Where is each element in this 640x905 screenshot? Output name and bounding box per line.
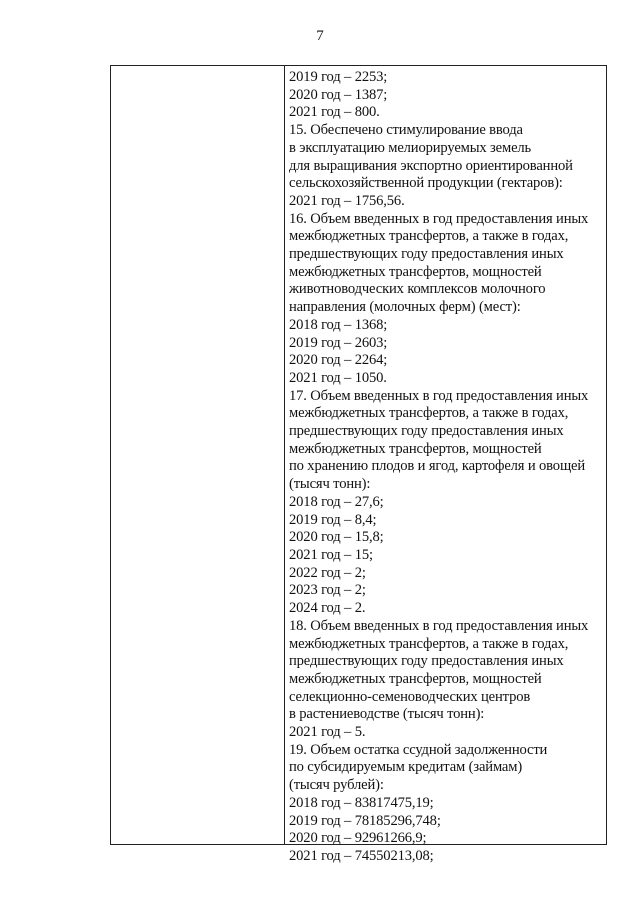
text-line: предшествующих году предоставления иных <box>289 423 564 440</box>
text-line: 15. Обеспечено стимулирование ввода <box>289 122 523 139</box>
text-line: межбюджетных трансфертов, а также в годах, <box>289 405 569 422</box>
table-left-column <box>111 66 285 844</box>
text-line: межбюджетных трансфертов, мощностей <box>289 440 542 457</box>
text-line: 2022 год – 2; <box>289 564 366 581</box>
text-line: (тысяч рублей): <box>289 777 384 794</box>
text-line: направления (молочных ферм) (мест): <box>289 299 521 316</box>
text-line: (тысяч тонн): <box>289 476 371 493</box>
text-line: 2021 год – 74550213,08; <box>289 847 434 864</box>
text-line: межбюджетных трансфертов, мощностей <box>289 670 542 687</box>
text-line: 18. Объем введенных в год предоставления иных <box>289 617 589 634</box>
text-line: селекционно-семеноводческих центров <box>289 688 531 705</box>
text-line: 2018 год – 83817475,19; <box>289 794 434 811</box>
text-line: 2019 год – 8,4; <box>289 511 377 528</box>
table-right-column <box>289 69 605 864</box>
text-line: 2020 год – 1387; <box>289 86 388 103</box>
text-line: 19. Объем остатка ссудной задолженности <box>289 741 548 758</box>
text-line: предшествующих году предоставления иных <box>289 653 564 670</box>
text-line: 2019 год – 2603; <box>289 334 388 351</box>
text-line: межбюджетных трансфертов, мощностей <box>289 263 542 280</box>
text-line: 2021 год – 15; <box>289 546 373 563</box>
text-line: 2019 год – 78185296,748; <box>289 812 441 829</box>
text-line: 17. Объем введенных в год предоставления иных <box>289 387 589 404</box>
text-line: предшествующих году предоставления иных <box>289 246 564 263</box>
text-line: 2023 год – 2; <box>289 582 366 599</box>
text-line: животноводческих комплексов молочного <box>289 281 546 298</box>
document-table <box>110 65 607 864</box>
text-line: 2021 год – 800. <box>289 104 380 121</box>
text-line: в эксплуатацию мелиорируемых земель <box>289 139 532 156</box>
text-line: для выращивания экспортно ориентированной <box>289 157 573 174</box>
text-line: 2021 год – 1756,56. <box>289 192 405 209</box>
text-line: в растениеводстве (тысяч тонн): <box>289 706 485 723</box>
text-line: 16. Объем введенных в год предоставления иных <box>289 210 589 227</box>
text-line: 2019 год – 2253; <box>289 69 388 85</box>
text-line: по субсидируемым кредитам (займам) <box>289 759 523 776</box>
text-line: 2024 год – 2. <box>289 600 366 617</box>
text-line: межбюджетных трансфертов, а также в годах, <box>289 635 569 652</box>
text-line: 2021 год – 5. <box>289 724 366 741</box>
text-line: по хранению плодов и ягод, картофеля и овощей <box>289 458 586 475</box>
text-line: 2018 год – 1368; <box>289 316 388 333</box>
text-line: 2020 год – 2264; <box>289 352 388 369</box>
text-line: 2020 год – 92961266,9; <box>289 830 427 847</box>
text-line: 2018 год – 27,6; <box>289 493 384 510</box>
text-line: 2020 год – 15,8; <box>289 529 384 546</box>
page-number: 7 <box>316 28 324 44</box>
text-line: сельскохозяйственной продукции (гектаров): <box>289 175 563 192</box>
text-line: 2021 год – 1050. <box>289 369 387 386</box>
text-line: межбюджетных трансфертов, а также в годах, <box>289 228 569 245</box>
